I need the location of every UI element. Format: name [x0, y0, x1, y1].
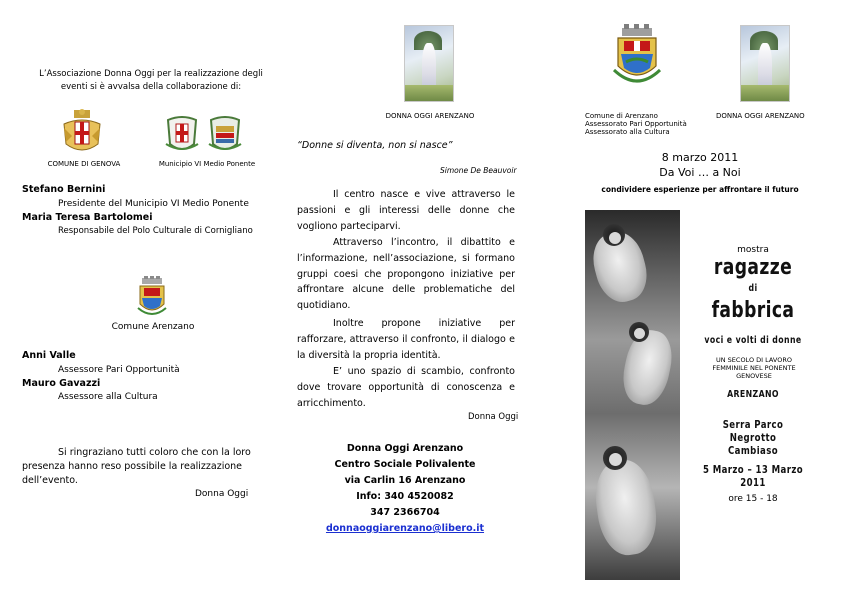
poster-description: UN SECOLO DI LAVORO FEMMINILE NEL PONENTE GENOVESE [712, 356, 796, 380]
paragraph-2: Attraverso l’incontro, il dibattito e l’informazione, nell’associazione, si formano gruppi coesi che propongono iniziative per affrontare alcune delle problematiche del quotidiano. [297, 237, 515, 312]
poster-dates [684, 463, 822, 489]
contact-address: via Carlin 16 Arenzano [344, 475, 466, 486]
municipio-crest-icon [162, 114, 202, 154]
person2-role: Responsabile del Polo Culturale di Cornigliano [58, 226, 253, 236]
middle-header-label: DONNA OGGI ARENZANO [385, 112, 475, 120]
contact-block [320, 441, 490, 537]
contact-info: Info: 340 4520082 [356, 491, 454, 502]
comune-line2: Assessorato Pari Opportunità [585, 120, 687, 128]
paragraph-3: Inoltre propone iniziative per rafforzare, attraverso il confronto, il dialogo e la diversità la propria identità. [297, 318, 515, 361]
poster-venue-text: Serra Parco Negrotto Cambiaso [722, 418, 784, 457]
poster-di-text: di [748, 283, 758, 294]
municipio-crest-2-icon [206, 114, 244, 154]
poster-venue [690, 418, 816, 457]
monet-painting-icon [404, 25, 454, 102]
person1-role: Presidente del Municipio VI Medio Ponente [58, 199, 249, 209]
quote-author: Simone De Beauvoir [440, 166, 517, 175]
poster-title-2 [690, 298, 816, 324]
event-tagline: condividere esperienze per affrontare il futuro [601, 185, 799, 194]
intro-text: L’Associazione Donna Oggi per la realizzazione degli eventi si è avvalsa della collaborazione di: [39, 69, 263, 92]
person4-name: Mauro Gavazzi [22, 378, 101, 389]
paragraph-4: E’ uno spazio di scambio, confronto dove trovare opportunità di conoscenza e arricchimento. [297, 366, 515, 409]
poster-title-1-text: ragazze [713, 255, 793, 280]
person3-name: Anni Valle [22, 350, 76, 361]
poster-title-2-text: fabbrica [711, 298, 795, 323]
middle-signature: Donna Oggi [468, 412, 519, 422]
thanks-text: Si ringraziano tutti coloro che con la loro presenza hanno reso possibile la realizzazione dell’evento. [22, 447, 251, 486]
genova-crest-label: COMUNE DI GENOVA [47, 160, 121, 168]
poster-dates-text: 5 Marzo – 13 Marzo 2011 [702, 463, 804, 489]
contact-name: Donna Oggi Arenzano [346, 443, 464, 454]
arenzano-crest-icon [136, 276, 168, 318]
quote: “Donne si diventa, non si nasce” [297, 140, 453, 151]
contact-phone2: 347 2366704 [370, 507, 440, 518]
left-signature: Donna Oggi [195, 489, 249, 499]
poster-city-text: ARENZANO [727, 389, 779, 400]
comune-line3: Assessorato alla Cultura [585, 128, 670, 136]
arenzano-large-crest-icon [612, 24, 662, 88]
poster-subtitle-text: voci e volti di donne [704, 335, 802, 346]
event-motto: Da Voi … a Noi [659, 166, 741, 179]
poster-city [690, 389, 816, 400]
person4-role: Assessore alla Cultura [58, 392, 158, 402]
poster-hours: ore 15 - 18 [728, 494, 778, 504]
genova-crest-icon [60, 108, 104, 156]
contact-place: Centro Sociale Polivalente [334, 459, 476, 470]
vintage-women-photo-icon [585, 210, 680, 580]
poster-di [690, 283, 816, 294]
person3-role: Assessore Pari Opportunità [58, 365, 180, 375]
paragraph-1: Il centro nasce e vive attraverso le passioni e gli interessi delle donne che vogliono parteciparvi. [297, 189, 515, 232]
comune-line1: Comune di Arenzano [585, 112, 658, 120]
person1-name: Stefano Bernini [22, 184, 106, 195]
poster-subtitle [690, 335, 816, 346]
arenzano-crest-label: Comune Arenzano [111, 322, 195, 332]
municipio-crest-label: Municipio VI Medio Ponente [158, 160, 256, 168]
event-date: 8 marzo 2011 [661, 151, 739, 164]
right-header-label: DONNA OGGI ARENZANO [716, 112, 805, 120]
contact-email-link[interactable]: donnaoggiarenzano@libero.it [325, 523, 485, 534]
poster-mostra: mostra [737, 245, 769, 255]
poster-title-1 [690, 256, 816, 280]
person2-name: Maria Teresa Bartolomei [22, 212, 153, 223]
monet-painting-right-icon [740, 25, 790, 102]
